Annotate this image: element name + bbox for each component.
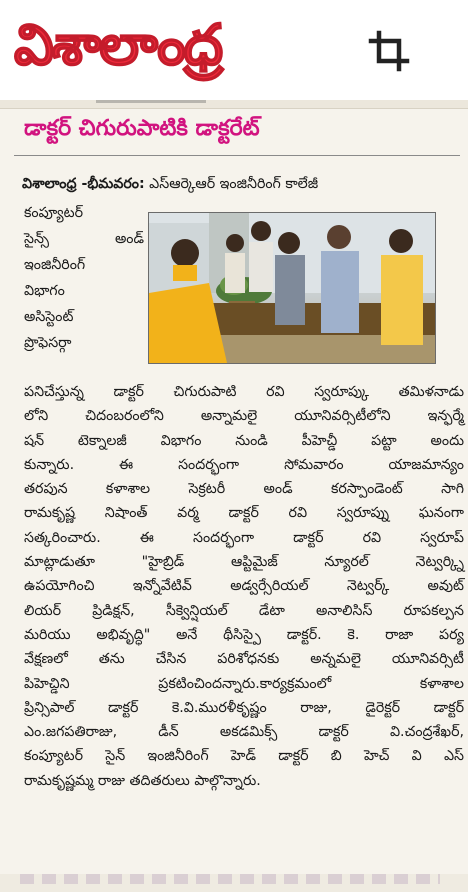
crop-icon xyxy=(367,29,411,73)
next-article-edge xyxy=(0,874,468,892)
masthead xyxy=(0,0,468,100)
body-line: లియర్ ప్రిడిక్షన్, సీక్వెన్షియల్ డేటా అనాలిసిస్ రూపకల్పన xyxy=(24,602,464,619)
body-line: ప్రిన్సిపాల్ డాక్టర్ కె.వి.మురళీకృష్ణం రాజు, డైరెక్టర్ డాక్టర్ xyxy=(24,699,464,716)
column-line: ఇంజినీరింగ్ xyxy=(24,257,86,273)
photo-illustration xyxy=(149,213,435,363)
body-line: మాట్లాడుతూ "హైబ్రిడ్ ఆప్టిమైజ్ న్యూరల్ నెట్వర్క్ని xyxy=(24,554,464,571)
body-line: షన్ టెక్నాలజీ విభాగం నుండి పీహెచ్డీ పట్టా అందు xyxy=(24,432,464,449)
dateline-place: విశాలాంధ్ర -భీమవరం: xyxy=(22,176,145,192)
article-body xyxy=(24,380,464,793)
crop-button[interactable] xyxy=(362,24,416,78)
body-line: మరియు అభివృద్ధి" అనే థీసిస్పై డాక్టర్. కె. రాజా పర్య xyxy=(24,626,464,643)
body-line: రామకృష్ణమ్మ రాజు తదితరులు పాల్గొన్నారు. xyxy=(24,772,261,789)
page-edge-strip xyxy=(0,100,468,109)
body-line: రామకృష్ణ నిషాంత్ వర్మ డాక్టర్ రవి స్వరూప్ను ఘనంగా xyxy=(24,505,464,522)
article-photo xyxy=(148,212,436,364)
article-dateline xyxy=(22,172,462,196)
dateline-text: ఎస్ఆర్కెఆర్ ఇంజినీరింగ్ కాలేజీ xyxy=(144,176,319,192)
clipped-headline-remnant xyxy=(20,874,440,884)
body-line: పనిచేస్తున్న డాక్టర్ చిగురుపాటి రవి స్వరూప్కు తమిళనాడు xyxy=(24,384,464,400)
column-line: అసిస్టెంట్ xyxy=(24,309,74,325)
headline-divider xyxy=(14,155,460,156)
newspaper-logo: విశాలాంధ్ర xyxy=(14,13,222,78)
body-line: కంప్యూటర్ సైన్ ఇంజినీరింగ్ హెడ్ డాక్టర్ బి హెచ్ వి ఎస్ xyxy=(24,748,464,765)
body-line: ఉపయోగించి ఇన్నోవేటివ్ అడ్వర్సేరియల్ నెట్వర్క్ అవుట్ xyxy=(24,578,464,595)
column-line: ప్రొఫెసర్గా xyxy=(24,335,72,351)
body-line: లోని చిదంబరంలోని అన్నామలై యూనివర్సిటీలోని ఇన్ఫర్మే xyxy=(24,408,464,425)
column-line: కంప్యూటర్ xyxy=(24,205,84,221)
column-line: సైన్స్ అండ్ xyxy=(24,231,144,247)
body-line: సత్కరించారు. ఈ సందర్భంగా డాక్టర్ రవి స్వరూప్ xyxy=(24,529,464,546)
body-line: ఎం.జగపతిరాజు, డీన్ అకడమిక్స్ డాక్టర్ వి.చంద్రశేఖర్, xyxy=(24,724,464,741)
wrapped-text-column xyxy=(24,200,144,356)
clipped-text-remnant xyxy=(96,100,206,103)
body-line: వేక్షణలో తను చేసిన పరిశోధనకు అన్నమలై యూనివర్సిటీ xyxy=(24,651,464,668)
body-line: తరపున కళాశాల సెక్రటరీ అండ్ కరస్పాండెంట్ సాగి xyxy=(24,481,464,498)
body-line: కున్నారు. ఈ సందర్భంగా సోమవారం యాజమాన్యం xyxy=(24,456,464,473)
body-line: పిహెచ్డిని ప్రకటించిందన్నారు.కార్యక్రమంలో కళాశాల xyxy=(24,675,464,692)
article-headline: డాక్టర్ చిగురుపాటికి డాక్టరేట్ xyxy=(24,116,260,141)
column-line: విభాగం xyxy=(24,283,65,299)
